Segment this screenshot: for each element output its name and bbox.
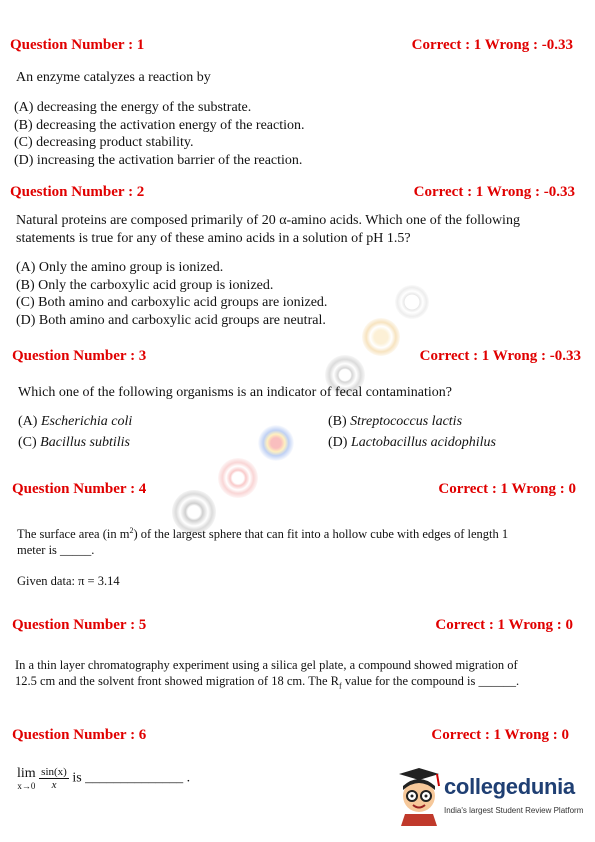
question-number: Question Number : 5: [12, 617, 147, 633]
question-5-header: [12, 616, 573, 634]
question-3-options: [18, 412, 578, 454]
question-4-stem: [17, 523, 508, 558]
marking-scheme: Correct : 1 Wrong : 0: [435, 617, 573, 633]
question-3-header: [12, 347, 581, 365]
question-2-options: [16, 259, 327, 329]
brand-name: collegedunia: [444, 774, 575, 799]
stem-line: The surface area (in $m^2$) of the largest sphere that can fit into a hollow cube with edges of length 1: [17, 526, 509, 542]
question-number: Question Number : 3: [12, 348, 147, 364]
option-a: (A) Escherichia coli: [18, 414, 133, 429]
question-6-expression: [17, 766, 190, 791]
question-number: Question Number : 2: [10, 184, 145, 200]
fraction: $\frac{\sin(x)}{x}$: [41, 766, 67, 791]
brand-tagline: India's largest Student Review Platform: [444, 806, 584, 815]
question-number: Question Number : 4: [12, 481, 147, 497]
stem-line: In a thin layer chromatography experiment using a silica gel plate, a compound showed migration of: [15, 658, 518, 672]
question-6-header: [12, 726, 569, 744]
question-number: Question Number : 1: [10, 37, 145, 53]
option-b: (B) Only the carboxylic acid group is ionized.: [16, 277, 274, 293]
answer-blank: is ______________ .: [72, 770, 191, 786]
given-data: Given data: π = 3.14: [17, 574, 120, 588]
mascot-icon: [393, 766, 445, 826]
question-2-stem: [16, 212, 520, 247]
marking-scheme: Correct : 1 Wrong : 0: [438, 481, 576, 497]
stem-line: statements is true for any of these amino acids in a solution of pH 1.5?: [16, 230, 411, 246]
option-d: (D) increasing the activation barrier of the reaction.: [14, 152, 303, 168]
collegedunia-logo[interactable]: [393, 766, 588, 826]
question-4-header: [12, 480, 576, 498]
stem-line: meter is _____.: [17, 543, 95, 558]
question-5-stem: [15, 657, 519, 695]
option-c: (C) Both amino and carboxylic acid groups are ionized.: [16, 295, 328, 310]
option-d: (D) Both amino and carboxylic acid groups are neutral.: [16, 312, 326, 328]
question-1-stem: An enzyme catalyzes a reaction by: [16, 70, 211, 85]
stem-line: 12.5 cm and the solvent front showed migration of 18 cm. The $R_f$ value for the compound is ______.: [15, 674, 520, 691]
question-3-stem: Which one of the following organisms is an indicator of fecal contamination?: [18, 385, 453, 400]
option-b: (B) decreasing the activation energy of the reaction.: [14, 117, 305, 133]
question-1-options: [14, 99, 305, 169]
question-number: Question Number : 6: [12, 727, 147, 743]
option-b: (B) Streptococcus lactis: [328, 414, 463, 429]
question-2-header: [10, 183, 577, 201]
stem-line: Natural proteins are composed primarily of 20 α-amino acids. Which one of the following: [16, 213, 520, 228]
watermark-seal: [395, 285, 429, 319]
question-1-header: [10, 36, 577, 54]
marking-scheme: Correct : 1 Wrong : -0.33: [419, 348, 581, 364]
option-c: (C) decreasing product stability.: [14, 135, 194, 150]
option-a: (A) decreasing the energy of the substrate.: [14, 100, 252, 115]
marking-scheme: Correct : 1 Wrong : 0: [431, 727, 569, 743]
option-d: (D) Lactobacillus acidophilus: [328, 435, 496, 450]
option-a: (A) Only the amino group is ionized.: [16, 260, 224, 275]
option-c: (C) Bacillus subtilis: [18, 435, 131, 450]
marking-scheme: Correct : 1 Wrong : -0.33: [411, 37, 573, 53]
limit: lim x→0: [17, 766, 36, 791]
marking-scheme: Correct : 1 Wrong : -0.33: [413, 184, 575, 200]
